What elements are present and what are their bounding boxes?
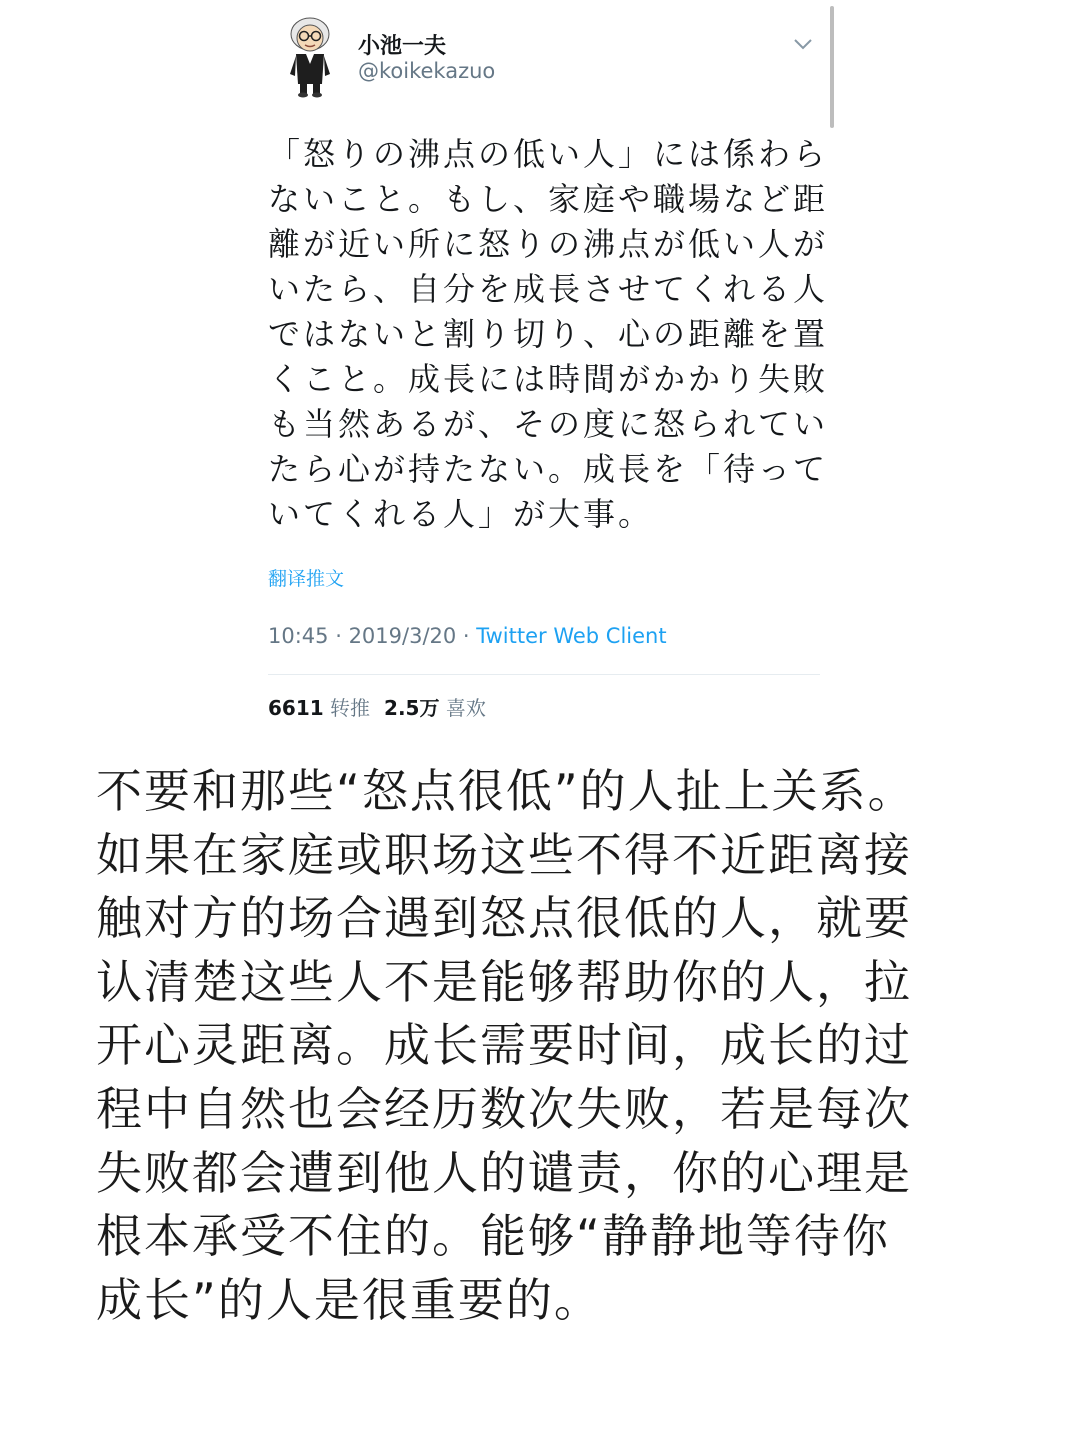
tweet-text-line: いたら、自分を成長させてくれる人 — [268, 270, 829, 308]
meta-separator: · — [456, 624, 477, 648]
display-name[interactable]: 小池一夫 — [358, 34, 447, 59]
user-handle[interactable]: @koikekazuo — [358, 59, 496, 83]
chinese-translation — [96, 760, 1016, 1332]
chevron-down-icon[interactable] — [792, 36, 814, 52]
scrollbar[interactable] — [830, 6, 834, 128]
translation-line: 开心灵距离。成长需要时间，成长的过 — [96, 1018, 912, 1073]
tweet-text-line: いてくれる人」が大事。 — [268, 495, 654, 533]
translation-line: 触对方的场合遇到怒点很低的人，就要 — [96, 891, 912, 946]
divider — [268, 674, 820, 675]
tweet-text-line: たら心が持たない。成長を「待って — [268, 450, 829, 488]
translation-line: 成长”的人是很重要的。 — [96, 1272, 602, 1327]
tweet-date: 2019/3/20 — [348, 624, 457, 648]
translate-tweet-link[interactable]: 翻译推文 — [268, 568, 345, 590]
retweets-count: 6611 — [268, 696, 324, 720]
retweets-stat[interactable] — [268, 696, 370, 720]
tweet-text-line: も当然あるが、その度に怒られてい — [268, 405, 829, 443]
tweet-text-line: ないこと。もし、家庭や職場など距 — [268, 180, 829, 218]
tweet-stats — [268, 692, 486, 721]
likes-stat[interactable] — [384, 696, 486, 720]
tweet-text-line: 「怒りの沸点の低い人」には係わら — [268, 135, 829, 173]
meta-separator: · — [328, 624, 349, 648]
retweets-label: 转推 — [330, 696, 371, 720]
likes-count: 2.5万 — [384, 696, 440, 720]
tweet-text-line: くこと。成長には時間がかかり失敗 — [268, 360, 829, 398]
translation-line: 失败都会遭到他人的谴责，你的心理是 — [96, 1145, 912, 1200]
tweet-text-line: ではないと割り切り、心の距離を置 — [268, 315, 829, 353]
tweet-text-line: 離が近い所に怒りの沸点が低い人が — [268, 225, 829, 263]
likes-label: 喜欢 — [445, 696, 486, 720]
translation-line: 程中自然也会经历数次失败，若是每次 — [96, 1081, 912, 1136]
translation-line: 认清楚这些人不是能够帮助你的人，拉 — [96, 954, 912, 1009]
translation-line: 不要和那些“怒点很低”的人扯上关系。 — [96, 764, 916, 818]
tweet-text — [268, 132, 828, 537]
tweet-metadata — [268, 624, 667, 648]
tweet-time: 10:45 — [268, 624, 329, 648]
tweet-client-link[interactable]: Twitter Web Client — [476, 624, 667, 648]
translation-line: 根本承受不住的。能够“静静地等待你 — [96, 1209, 890, 1264]
avatar[interactable] — [282, 14, 338, 98]
translation-line: 如果在家庭或职场这些不得不近距离接 — [96, 827, 912, 882]
